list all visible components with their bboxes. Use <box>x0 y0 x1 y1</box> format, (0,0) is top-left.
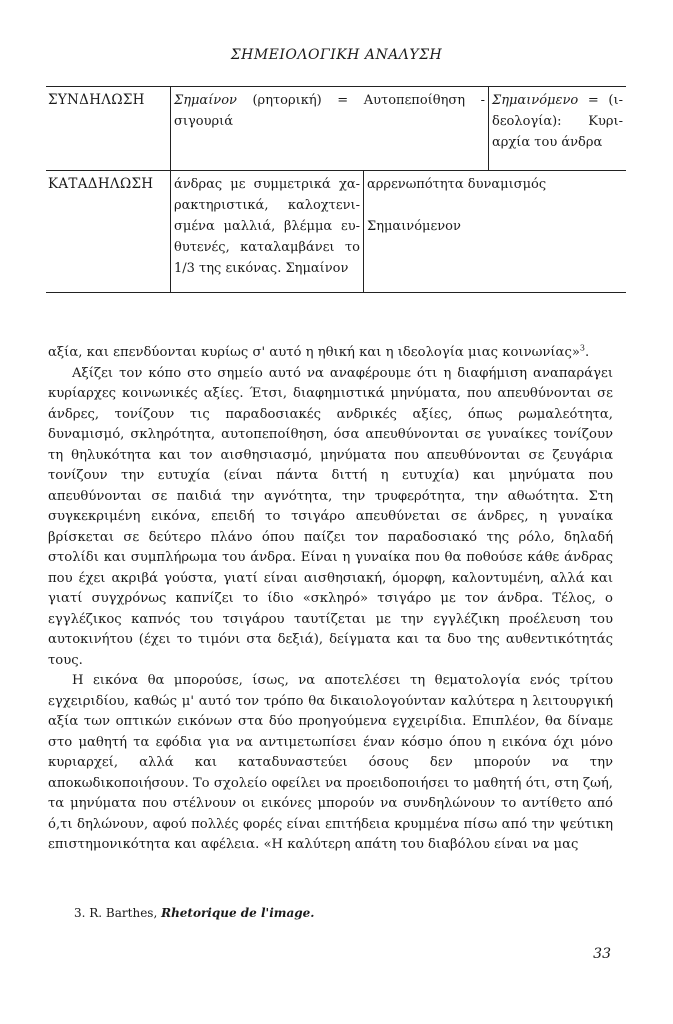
signified-label: Σημαινόμενο <box>492 93 579 108</box>
footnote-label: 3. R. Barthes, <box>74 906 158 920</box>
paragraph-1-end: . <box>585 345 590 360</box>
footnote-title: Rhetorique de l'image. <box>161 906 315 920</box>
signified-cell <box>489 87 627 171</box>
signifier-label: Σημαίνον <box>174 93 237 108</box>
table-row-connotation <box>46 87 626 171</box>
table-row-denotation <box>46 171 626 293</box>
signified-text: = (ι-δεολογία): Κυρι-αρχία του άνδρα <box>492 93 623 150</box>
running-head: ΣΗΜΕΙΟΛΟΓΙΚΗ ΑΝΑΛΥΣΗ <box>230 47 443 63</box>
signifier-cell <box>171 87 489 171</box>
footnote-marker[interactable]: 3 <box>579 343 586 353</box>
page-number: 33 <box>593 946 611 962</box>
term-denotation: ΚΑΤΑΔΗΛΩΣΗ <box>46 171 171 293</box>
term-connotation: ΣΥΝΔΗΛΩΣΗ <box>46 87 171 171</box>
paragraph-1-text: αξία, και επενδύονται κυρίως σ' αυτό η ηθική και η ιδεολογία μιας κοινωνίας» <box>48 345 580 360</box>
denotation-signified-label: Σημαινόμενον <box>367 219 461 234</box>
denotation-description: άνδρας με συμμετρικά χα-ρακτηριστικά, καλοχτενι-σμένα μαλλιά, βλέμμα ευ-θυτενές, καταλαμβάνει το 1/3 της εικόνας. Σημαίνον <box>174 177 360 276</box>
footnote <box>74 906 314 920</box>
denotation-signified-cell <box>364 171 627 293</box>
body-text <box>48 343 613 856</box>
signifier-text: (ρητορική) = Αυτοπεποίθηση - σιγουριά <box>174 93 485 129</box>
signified-statement <box>492 90 623 153</box>
semiotic-analysis-table <box>46 86 626 293</box>
denotation-signified-values: αρρενωπότητα δυναμισμός <box>367 177 547 192</box>
paragraph-2: Αξίζει τον κόπο στο σημείο αυτό να αναφέρουμε ότι η διαφήμιση αναπαράγει κυρίαρχες κοινωνικές αξίες. Έτσι, διαφημιστικά μηνύματα, που απευθύνονται σε άνδρες, τονίζουν τις παραδοσιακές ανδρικές αξίες, όπως ρωμαλεότητα, δυναμισμό, σκληρότητα, αυτοπεποίθηση, όσα απευθύνονται σε γυναίκες τονίζουν τη θηλυκότητα και τον αισθησιασμό, μηνύματα που απευθύνονται σε ζευγάρια τονίζουν την ευτυχία (είναι πάντα διττή η ευτυχία) και μηνύματα που απευθύνονται σε παιδιά την αγνότητα, την τρυφερότητα, την αθωότητα. Στη συγκεκριμένη εικόνα, επειδή το τσιγάρο απευθύνεται σε άνδρες, η γυναίκα βρίσκεται σε δεύτερο πλάνο όπου παίζει τον παραδοσιακό της ρόλο, δηλαδή στολίδι και συμπλήρωμα του άνδρα. Είναι η γυναίκα που θα ποθούσε κάθε άνδρας που έχει ακριβά γούστα, γιατί είναι αισθησιακή, όμορφη, καλοντυμένη, αλλά και γιατί συγχρόνως καπνίζει το ίδιο «σκληρό» τσιγάρο με τον άνδρα. Τέλος, ο εγγλέζικος καπνός του τσιγάρου ταυτίζεται με την εγγλέζικη προέλευση του αυτοκινήτου (έχει το τιμόνι στα δεξιά), δείγματα και τα δυο της αυθεντικότητάς τους. <box>48 365 613 668</box>
denotation-description-cell <box>171 171 364 293</box>
signifier-statement <box>174 90 485 132</box>
paragraph-1 <box>48 343 613 364</box>
paragraph-3: Η εικόνα θα μπορούσε, ίσως, να αποτελέσει τη θεματολογία ενός τρίτου εγχειριδίου, καθώς μ' αυτό τον τρόπο θα δικαιολογούνταν καλύτερα η λειτουργική αξία των οπτικών εικόνων στα δύο προηγούμενα εγχειρίδια. Επιπλέον, θα δίναμε στο μαθητή τα εφόδια για να αντιμετωπίσει έναν κόσμο όπου η εικόνα όχι μόνο κυριαρχεί, αλλά και καταδυναστεύει όσους δεν μπορούν να την αποκωδικοποιήσουν. Το σχολείο οφείλει να προειδοποιήσει το μαθητή ότι, στη ζωή, τα μηνύματα που στέλνουν οι εικόνες μπορούν να συνδηλώνουν το αντίθετο από ό,τι δηλώνουν, αφού πολλές φορές είναι επιτήδεια κρυμμένα πίσω από την ψεύτικη επιστημονικότητα και αφέλεια. «Η καλύτερη απάτη του διαβόλου είναι να μας <box>48 673 613 852</box>
